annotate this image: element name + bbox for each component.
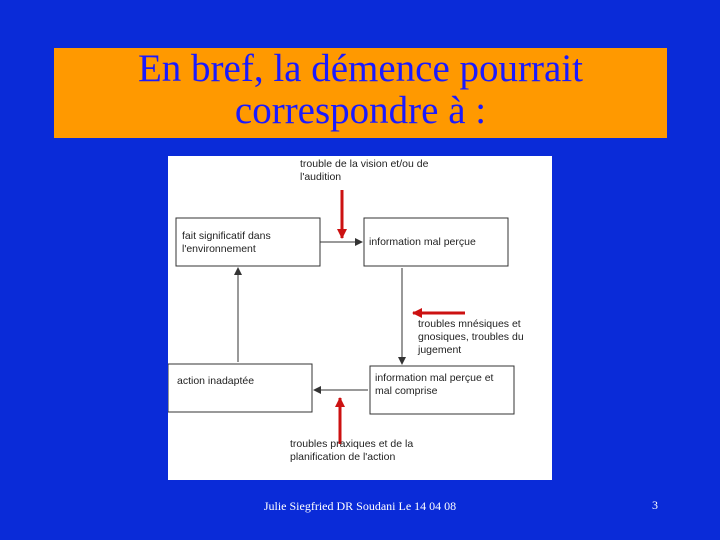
text-information-mal-percue: information mal perçue [369, 236, 476, 248]
text-fait-significatif: fait significatif dans l'environnement [182, 230, 271, 255]
footer-author-date: Julie Siegfried DR Soudani Le 14 04 08 [263, 499, 457, 513]
text-information-mal-comprise: information mal perçue et mal comprise [375, 372, 494, 397]
text-action-inadaptee: action inadaptée [177, 375, 255, 387]
label-troubles-praxiques: troubles praxiques et de la planification de l'action [290, 438, 414, 463]
box-action-inadaptee [168, 364, 312, 412]
slide-title: En bref, la démence pourrait correspondre à : [137, 47, 584, 132]
label-troubles-mnesiques: troubles mnésiques et gnosiques, troubles du jugement [418, 318, 524, 356]
page-number: 3 [652, 498, 658, 512]
label-trouble-vision: trouble de la vision et/ou de l'audition [300, 158, 429, 183]
flow-diagram [168, 156, 552, 480]
